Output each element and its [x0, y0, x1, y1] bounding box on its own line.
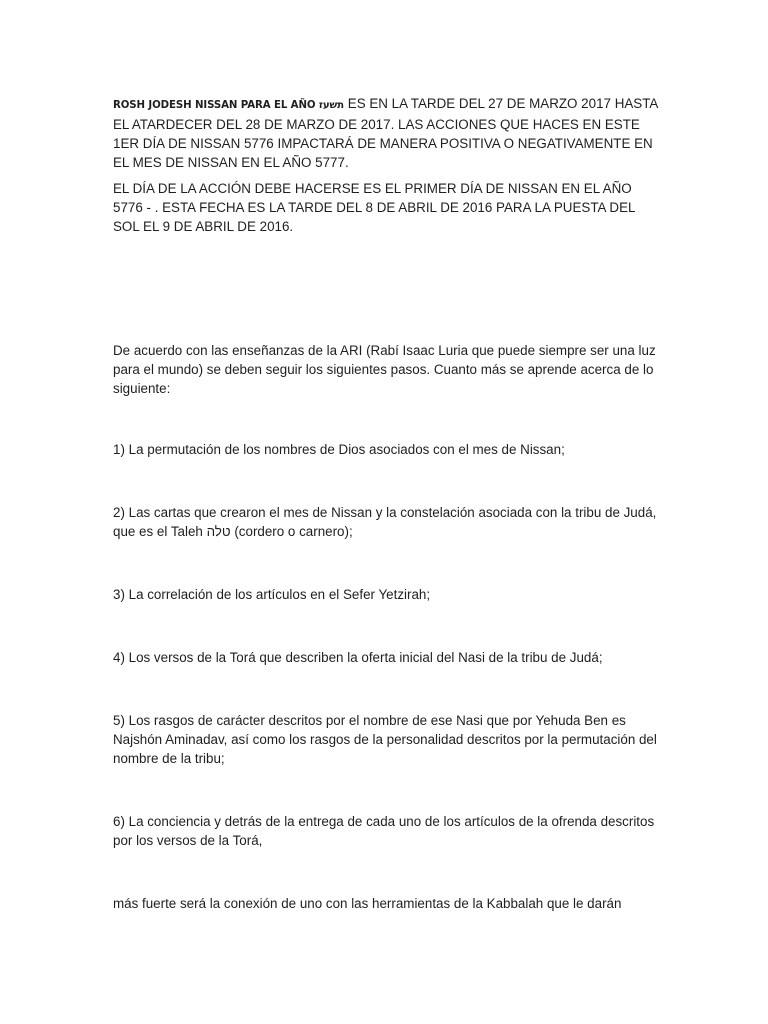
heading-lead-text: ROSH JODESH NISSAN PARA EL AÑO תשעז — [113, 100, 345, 111]
blank-space — [113, 236, 661, 341]
closing-paragraph: más fuerte será la conexión de uno con las herramientas de la Kabbalah que le darán — [113, 896, 622, 911]
list-item: 2) Las cartas que crearon el mes de Nissan y la constelación asociada con la tribu de Judá, que es el Taleh טלה (cordero o carnero); — [113, 505, 657, 539]
list-item: 4) Los versos de la Torá que describen la oferta inicial del Nasi de la tribu de Judá; — [113, 650, 603, 665]
document-page — [113, 94, 661, 913]
action-paragraph: EL DÍA DE LA ACCIÓN DEBE HACERSE ES EL PRIMER DÍA DE NISSAN EN EL AÑO 5776 - . ESTA FECHA ES LA TARDE DEL 8 DE ABRIL DE 2016 PARA LA PUESTA DEL SOL EL 9 DE ABRIL DE 2016. — [113, 181, 635, 234]
heading-rest-text: ES EN LA TARDE DEL 27 DE MARZO 2017 HASTA EL ATARDECER DEL 28 DE MARZO DE 2017. LAS ACCIONES QUE HACES EN ESTE 1ER DÍA DE NISSAN 5776 IMPACTARÁ DE MANERA POSITIVA O NEGATIVAMENTE EN EL MES DE NISSAN EN EL AÑO 5777. — [113, 96, 658, 170]
intro-paragraph: De acuerdo con las enseñanzas de la ARI (Rabí Isaac Luria que puede siempre ser una luz para el mundo) se deben seguir los siguientes pasos. Cuanto más se aprende acerca de lo siguiente: — [113, 343, 656, 396]
list-item: 5) Los rasgos de carácter descritos por el nombre de ese Nasi que por Yehuda Ben es Najshón Aminadav, así como los rasgos de la personalidad descritos por la permutación del nombre de la tribu; — [113, 713, 657, 766]
list-item: 1) La permutación de los nombres de Dios asociados con el mes de Nissan; — [113, 442, 565, 457]
list-item: 3) La correlación de los artículos en el Sefer Yetzirah; — [113, 587, 431, 602]
list-item: 6) La conciencia y detrás de la entrega de cada uno de los artículos de la ofrenda descritos por los versos de la Torá, — [113, 814, 655, 848]
heading-paragraph — [113, 94, 661, 172]
